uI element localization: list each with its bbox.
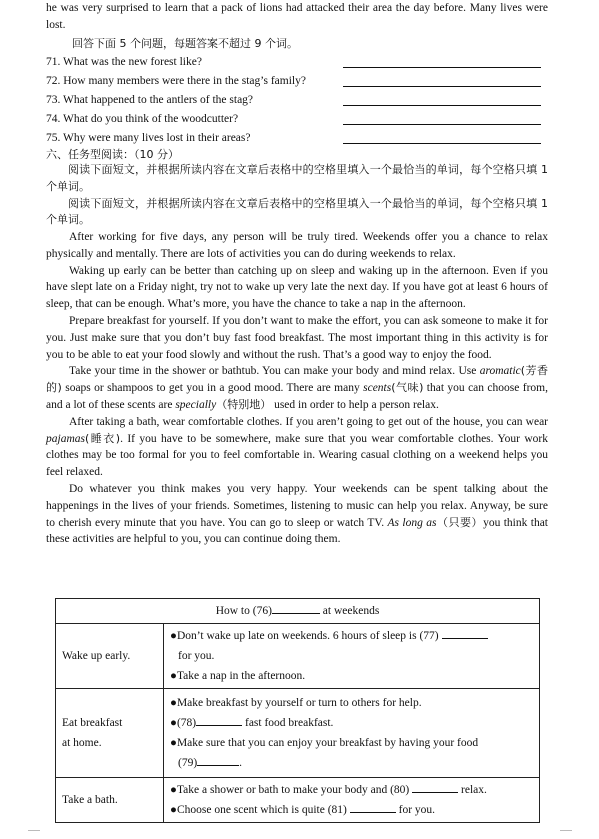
answer-line[interactable] <box>343 105 541 106</box>
bullet-item: ●Make sure that you can enjoy your breakfast by having your food <box>170 737 479 749</box>
text-run: soaps or shampoos to get you in a good mood. There are many <box>61 382 364 395</box>
section-instruction: 阅读下面短文，并根据所读内容在文章后表格中的空格里填入一个最恰当的单词，每个空格只填 1 个单词。 <box>46 196 548 227</box>
table-header <box>56 599 540 624</box>
text-run: (79) <box>178 757 198 769</box>
answer-line[interactable] <box>343 124 541 125</box>
text-run: . <box>239 757 243 769</box>
table-header-row <box>56 599 540 624</box>
header-text: How to (76) <box>215 605 272 617</box>
summary-table <box>55 598 540 823</box>
row-content <box>164 778 540 823</box>
question-list <box>46 54 548 149</box>
question-text: 71. What was the new forest like? <box>46 56 202 68</box>
vocab-word: specially <box>175 398 217 411</box>
blank-79[interactable] <box>197 754 239 766</box>
row-label-text: at home. <box>62 737 102 749</box>
question-item <box>46 73 548 92</box>
text-run: for you. <box>398 804 436 816</box>
question-text: 73. What happened to the antlers of the stag? <box>46 94 254 106</box>
answer-line[interactable] <box>343 143 541 144</box>
text-run: ●Choose one scent which is quite (81) <box>170 804 347 816</box>
text-run: Do whatever you think makes you very happy. Your weekends can be spent talking about the happenings in the lives of your friends. Sometimes, listening to music can help you relax. Anyway, be sure to cherish every minute that you have. You can go to sleep or watch TV. <box>46 482 548 529</box>
table-row <box>56 778 540 823</box>
text-run: that you can choose from, and a lot of these scents are <box>46 382 548 411</box>
question-item <box>46 54 548 73</box>
row-content <box>164 689 540 778</box>
bullet-item: ●Take a nap in the afternoon. <box>170 670 306 682</box>
page-corner-mark <box>28 830 40 831</box>
vocab-word: As long as <box>387 516 437 529</box>
passage-paragraph: Prepare breakfast for yourself. If you don’t want to make the effort, you can ask someone to make it for you. Just make sure that you don’t buy fast food breakfast. The most important thing in this activity is for you to be able to eat your food slowly and without the rush. That’s a good way to enjoy the food. <box>46 314 548 361</box>
blank-81[interactable] <box>350 801 396 813</box>
bullet-item <box>170 713 533 733</box>
question-text: 75. Why were many lives lost in their areas? <box>46 132 251 144</box>
text-run: used in order to help a person relax. <box>271 398 439 411</box>
bullet-continuation: for you. <box>178 650 215 662</box>
blank-76[interactable] <box>272 602 320 614</box>
reading-passage <box>46 229 548 548</box>
passage-paragraph: Waking up early can be better than catching up on sleep and waking up in the afternoon. Even if you have slept late on a Friday night, try not to wake up very late the next day. If you have got at least 6 hours of sleep, that can be enough. What’s more, you have the chance to take a nap in the afternoon. <box>46 264 548 311</box>
bullet-item: ●Make breakfast by yourself or turn to others for help. <box>170 697 422 709</box>
row-label: Take a bath. <box>56 778 164 823</box>
passage-paragraph: After working for five days, any person will be truly tired. Weekends offer you a chance to relax physically and mentally. There are lots of activities you can do during weekends to relax. <box>46 231 548 260</box>
text-run: ●Take a shower or bath to make your body and (80) <box>170 784 410 796</box>
intro-line: he was very surprised to learn that a pack of lions had attacked their area the day before. Many lives were lost. <box>46 2 548 31</box>
row-label-text: Eat breakfast <box>62 717 123 729</box>
passage-paragraph <box>46 414 548 481</box>
vocab-word: pajamas <box>46 432 85 445</box>
vocab-word: aromatic <box>479 365 521 378</box>
text-run: ●Don’t wake up late on weekends. 6 hours of sleep is (77) <box>170 630 439 642</box>
blank-77[interactable] <box>442 627 488 639</box>
vocab-gloss: (气味) <box>391 381 424 395</box>
question-item <box>46 111 548 130</box>
row-label <box>56 689 164 778</box>
text-run: relax. <box>461 784 487 796</box>
bullet-item <box>170 780 533 800</box>
page-corner-mark <box>560 830 572 831</box>
row-content <box>164 624 540 689</box>
header-text: at weekends <box>322 605 380 617</box>
bullet-item <box>170 626 533 646</box>
intro-block <box>46 0 548 34</box>
question-text: 72. How many members were there in the stag’s family? <box>46 75 306 87</box>
qa-instruction: 回答下面 5 个问题，每题答案不超过 9 个词。 <box>72 37 298 50</box>
bullet-continuation <box>170 753 533 773</box>
qa-instruction-block <box>46 36 548 53</box>
table-row <box>56 689 540 778</box>
text-run: fast food breakfast. <box>244 717 334 729</box>
answer-line[interactable] <box>343 86 541 87</box>
passage-paragraph <box>46 481 548 548</box>
text-run: . If you have to be somewhere, make sure that you wear comfortable clothes. Your work clothes may be too formal for you to feel comfortable in. Wearing casual clothing on a weekend helps you feel relaxed. <box>46 432 548 479</box>
text-run: After taking a bath, wear comfortable clothes. If you aren’t going to get out of the house, you can wear <box>69 415 548 428</box>
table-row <box>56 624 540 689</box>
passage-paragraph <box>46 363 548 413</box>
blank-80[interactable] <box>412 781 458 793</box>
vocab-word: scents <box>363 382 392 395</box>
text-run: you think that these activities are helpful to you, you can continue doing them. <box>46 516 549 546</box>
section-title: 六、任务型阅读：（10 分） <box>46 148 179 161</box>
answer-line[interactable] <box>343 67 541 68</box>
section-instruction: 阅读下面短文，并根据所读内容在文章后表格中的空格里填入一个最恰当的单词，每个空格只填 1 个单词。 <box>46 163 548 193</box>
bullet-item <box>170 800 533 820</box>
vocab-gloss: （只要） <box>436 515 484 529</box>
vocab-gloss: （特别地） <box>216 397 272 411</box>
question-text: 74. What do you think of the woodcutter? <box>46 113 239 125</box>
blank-78[interactable] <box>196 714 242 726</box>
text-run: ●(78) <box>170 717 197 729</box>
text-run: Take your time in the shower or bathtub. You can make your body and mind relax. Use <box>69 365 480 378</box>
question-item <box>46 92 548 111</box>
vocab-gloss: (睡衣) <box>84 431 121 445</box>
section-instructions <box>46 162 548 229</box>
row-label: Wake up early. <box>56 624 164 689</box>
vocab-gloss: (芳香的) <box>46 364 549 395</box>
